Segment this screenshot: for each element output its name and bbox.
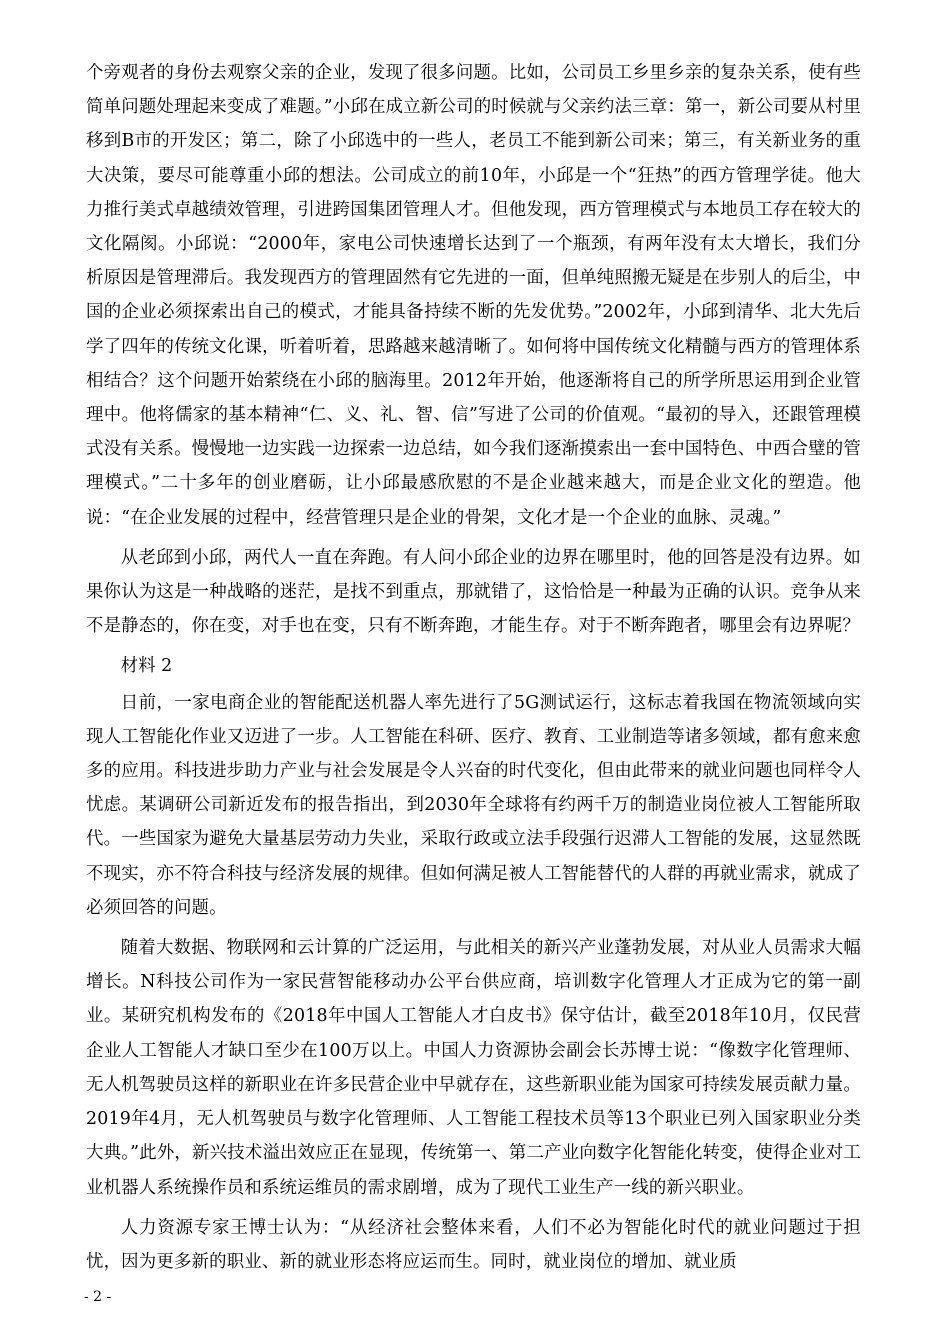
document-body (86, 56, 861, 1279)
paragraph-conclusion: 从老邱到小邱，两代人一直在奔跑。有人问小邱企业的边界在哪里时，他的回答是没有边界。如果你认为这是一种战略的迷茫，是找不到重点，那就错了，这恰恰是一种最为正确的认识。竞争从来不是静态的，你在变，对手也在变，只有不断奔跑，才能生存。对于不断奔跑者，哪里会有边界呢？ (86, 547, 861, 637)
section-heading: 材料 2 (120, 656, 173, 677)
paragraph: 日前，一家电商企业的智能配送机器人率先进行了5G测试运行，这标志着我国在物流领域向实现人工智能化作业又迈进了一步。人工智能在科研、医疗、教育、工业制造等诸多领域，都有愈来愈多的应用。科技进步助力产业与社会发展是令人兴奋的时代变化，但由此带来的就业问题也同样令人忧虑。某调研公司新近发布的报告指出，到2030年全球将有约两千万的制造业岗位被人工智能所取代。一些国家为避免大量基层劳动力失业，采取行政或立法手段强行迟滞人工智能的发展，这显然既不现实，亦不符合科技与经济发展的规律。但如何满足被人工智能替代的人群的再就业需求，就成了必须回答的问题。 (86, 692, 861, 918)
paragraph-continued: 个旁观者的身份去观察父亲的企业，发现了很多问题。比如，公司员工乡里乡亲的复杂关系，使有些简单问题处理起来变成了难题。”小邱在成立新公司的时候就与父亲约法三章：第一，新公司要从村里移到B市的开发区；第二，除了小邱选中的一些人，老员工不能到新公司来；第三，有关新业务的重大决策，要尽可能尊重小邱的想法。公司成立的前10年，小邱是一个“狂热”的西方管理学徒。他大力推行美式卓越绩效管理，引进跨国集团管理人才。但他发现，西方管理模式与本地员工存在较大的文化隔阂。小邱说：“2000年，家电公司快速增长达到了一个瓶颈，有两年没有太大增长，我们分析原因是管理滞后。我发现西方的管理固然有它先进的一面，但单纯照搬无疑是在步别人的后尘，中国的企业必须探索出自己的模式，才能具备持续不断的先发优势。”2002年，小邱到清华、北大先后学了四年的传统文化课，听着听着，思路越来越清晰了。如何将中国传统文化精髓与西方的管理体系相结合？这个问题开始萦绕在小邱的脑海里。2012年开始，他逐渐将自己的所学所思运用到企业管理中。他将儒家的基本精神“仁、义、礼、智、信”写进了公司的价值观。“最初的导入，还跟管理模式没有关系。慢慢地一边实践一边探索一边总结，如今我们逐渐摸索出一套中国特色、中西合璧的管理模式。”二十多年的创业磨砺，让小邱最感欣慰的不是企业越来越大，而是企业文化的塑造。他说：“在企业发展的过程中，经营管理只是企业的骨架，文化才是一个企业的血脉、灵魂。” (86, 63, 861, 528)
paragraph: 随着大数据、物联网和云计算的广泛运用，与此相关的新兴产业蓬勃发展，对从业人员需求大幅增长。N科技公司作为一家民营智能移动办公平台供应商，培训数字化管理人才正成为它的第一副业。某研究机构发布的《2018年中国人工智能人才白皮书》保守估计，截至2018年10月，仅民营企业人工智能人才缺口至少在100万以上。中国人力资源协会副会长苏博士说：“像数字化管理师、无人机驾驶员这样的新职业在许多民营企业中早就存在，这些新职业能为国家可持续发展贡献力量。2019年4月，无人机驾驶员与数字化管理师、人工智能工程技术员等13个职业已列入国家职业分类大典。”此外，新兴技术溢出效应正在显现，传统第一、第二产业向数字化智能化转变，使得企业对工业机器人系统操作员和系统运维员的需求剧增，成为了现代工业生产一线的新兴职业。 (86, 938, 861, 1198)
paragraph: 人力资源专家王博士认为：“从经济社会整体来看，人们不必为智能化时代的就业问题过于担忧，因为更多新的职业、新的就业形态将应运而生。同时，就业岗位的增加、就业质 (86, 1217, 861, 1272)
page-number: - 2 - (84, 1289, 112, 1305)
